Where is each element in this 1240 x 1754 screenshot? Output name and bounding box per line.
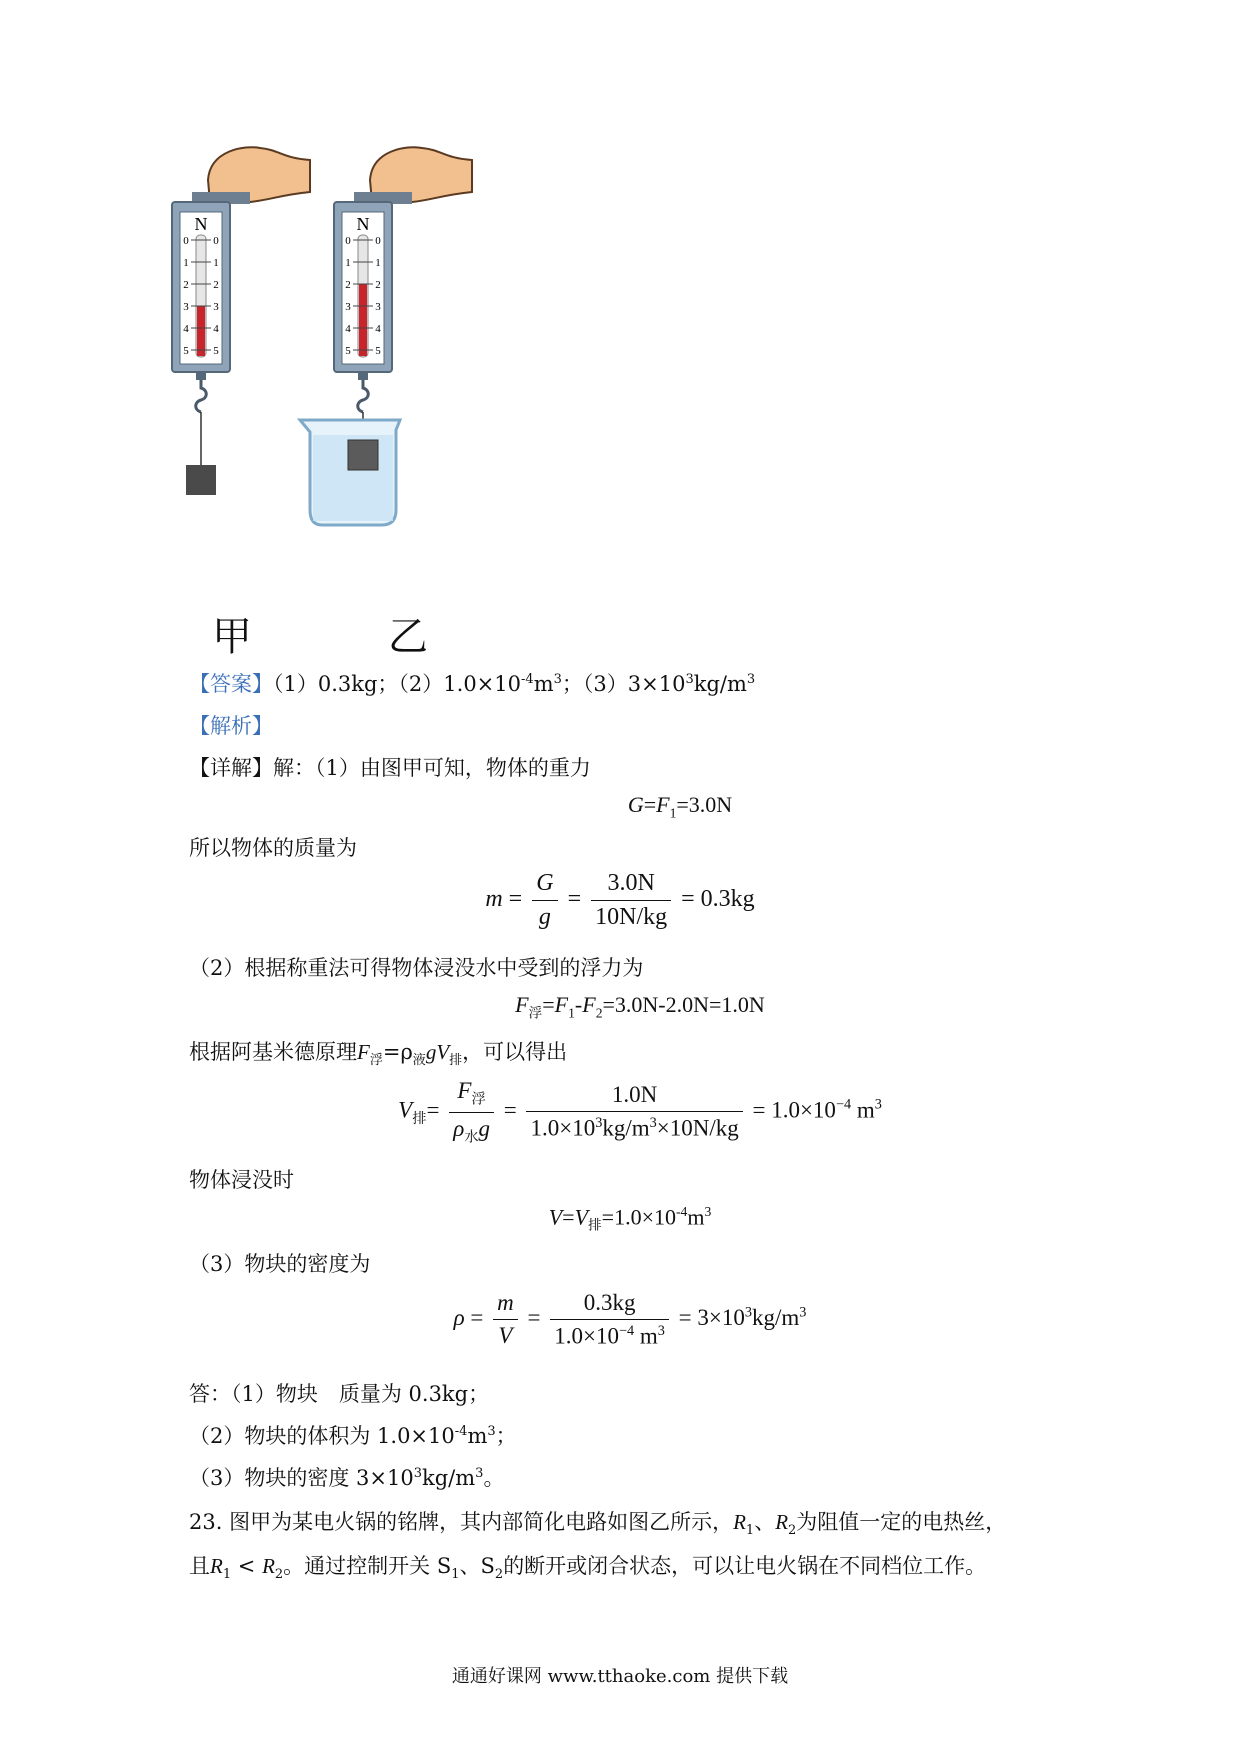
scale-jia [172, 147, 310, 495]
tick-label-right: 3 [213, 301, 219, 313]
detail-line-1: 【详解】解：（1）由图甲可知，物体的重力 [189, 756, 591, 780]
analysis-tag: 【解析】 [189, 714, 273, 738]
tick-label-left: 1 [183, 257, 189, 269]
tick-label-left: 5 [183, 345, 189, 357]
tick-label-left: 4 [345, 323, 351, 335]
tick-label-right: 1 [213, 257, 219, 269]
spring-scale-figure [150, 140, 480, 600]
detail-line-3: （2）根据称重法可得物体浸没水中受到的浮力为 [189, 956, 644, 980]
indicator-yi [359, 284, 367, 356]
equation-buoyancy: $F_浮=F_1-F_2=3.0N-2.0N=1.0N$ [515, 992, 765, 1021]
detail-line-4: 根据阿基米德原理$F_浮=\rho_液gV_排$，可以得出 [189, 1040, 568, 1069]
answer-tag: 【答案】 [189, 672, 273, 696]
indicator-jia [197, 306, 205, 356]
figure-label-yi: 乙 [388, 614, 428, 660]
question-23-line-2: 且$R_1 < R_2$。通过控制开关 $S_1$、$S_2$的断开或闭合状态，可以让电火锅在不同档位工作。 [189, 1554, 987, 1583]
scale-yi [300, 147, 472, 525]
block-jia [186, 465, 216, 495]
final-line-3: （3）物块的密度 $3\times 10^3kg/m^3$。 [189, 1466, 505, 1490]
tick-label-right: 2 [213, 279, 219, 291]
detail-line-2: 所以物体的质量为 [189, 836, 357, 860]
tick-label-right: 4 [213, 323, 219, 335]
tick-label-left: 0 [183, 235, 189, 247]
tick-label-left: 2 [183, 279, 189, 291]
tick-label-left: 1 [345, 257, 351, 269]
equation-density: ρ = $\frac{m}{V}$ = $\frac{0.3kg}{1.0\times 10^{-4} m^3}$ = $3\times 10^3kg/m^3$ [453, 1290, 807, 1349]
tick-label-right: 5 [213, 345, 219, 357]
equation-gravity: $G=F_1=3.0N$ [627, 792, 733, 821]
detail-tag: 【详解】 [189, 756, 273, 780]
tick-label-left: 2 [345, 279, 351, 291]
scale-unit-jia: N [194, 214, 208, 234]
block-yi [348, 440, 378, 470]
final-line-2: （2）物块的体积为 $1.0\times 10^{-4}m^3$； [189, 1424, 517, 1448]
tick-label-left: 3 [345, 301, 351, 313]
scale-unit-yi: N [356, 214, 370, 234]
footer: 通通好课网 www.tthaoke.com 提供下载 [451, 1666, 789, 1687]
tick-label-right: 4 [375, 323, 381, 335]
tick-label-right: 0 [375, 235, 381, 247]
tick-label-left: 4 [183, 323, 189, 335]
equation-volume: $V_排=$ $\frac{F_浮}{\rho_水g}$ = $\frac{1.0N}{1.0\times 10^3kg/m^3\times 10N/kg}$ = $1.0\times 10^{-4}$ $m^3$ [398, 1078, 882, 1146]
detail-line-5: 物体浸没时 [189, 1168, 294, 1192]
equation-volume-equal: $V=V_排=1.0\times 10^{-4}m^3$ [548, 1204, 712, 1233]
detail-line-6: （3）物块的密度为 [189, 1252, 371, 1276]
tick-label-right: 1 [375, 257, 381, 269]
tick-label-right: 2 [375, 279, 381, 291]
answer-line: 【答案】（1）0.3kg；$(2)1.0\times 10^{-4}m^3$；$(3)3\times 10^3kg/m^3$ [189, 672, 756, 696]
question-23-line-1: 23. 图甲为某电火锅的铭牌，其内部简化电路如图乙所示，$R_1$、$R_2$为阻值一定的电热丝， [189, 1510, 1007, 1539]
tick-label-right: 0 [213, 235, 219, 247]
answer-text: （1）0.3kg；（2）1.0×10 [273, 672, 522, 696]
tick-label-left: 0 [345, 235, 351, 247]
tick-label-right: 5 [375, 345, 381, 357]
final-line-1: 答：（1）物块 质量为 0.3kg； [189, 1382, 490, 1406]
tick-label-left: 3 [183, 301, 189, 313]
tick-label-right: 3 [375, 301, 381, 313]
equation-mass: m = $\frac{G}{g}$ = $\frac{3.0N}{10N/kg}$ = 0.3kg [485, 870, 755, 930]
tick-label-left: 5 [345, 345, 351, 357]
figure-label-jia: 甲 [212, 614, 252, 660]
